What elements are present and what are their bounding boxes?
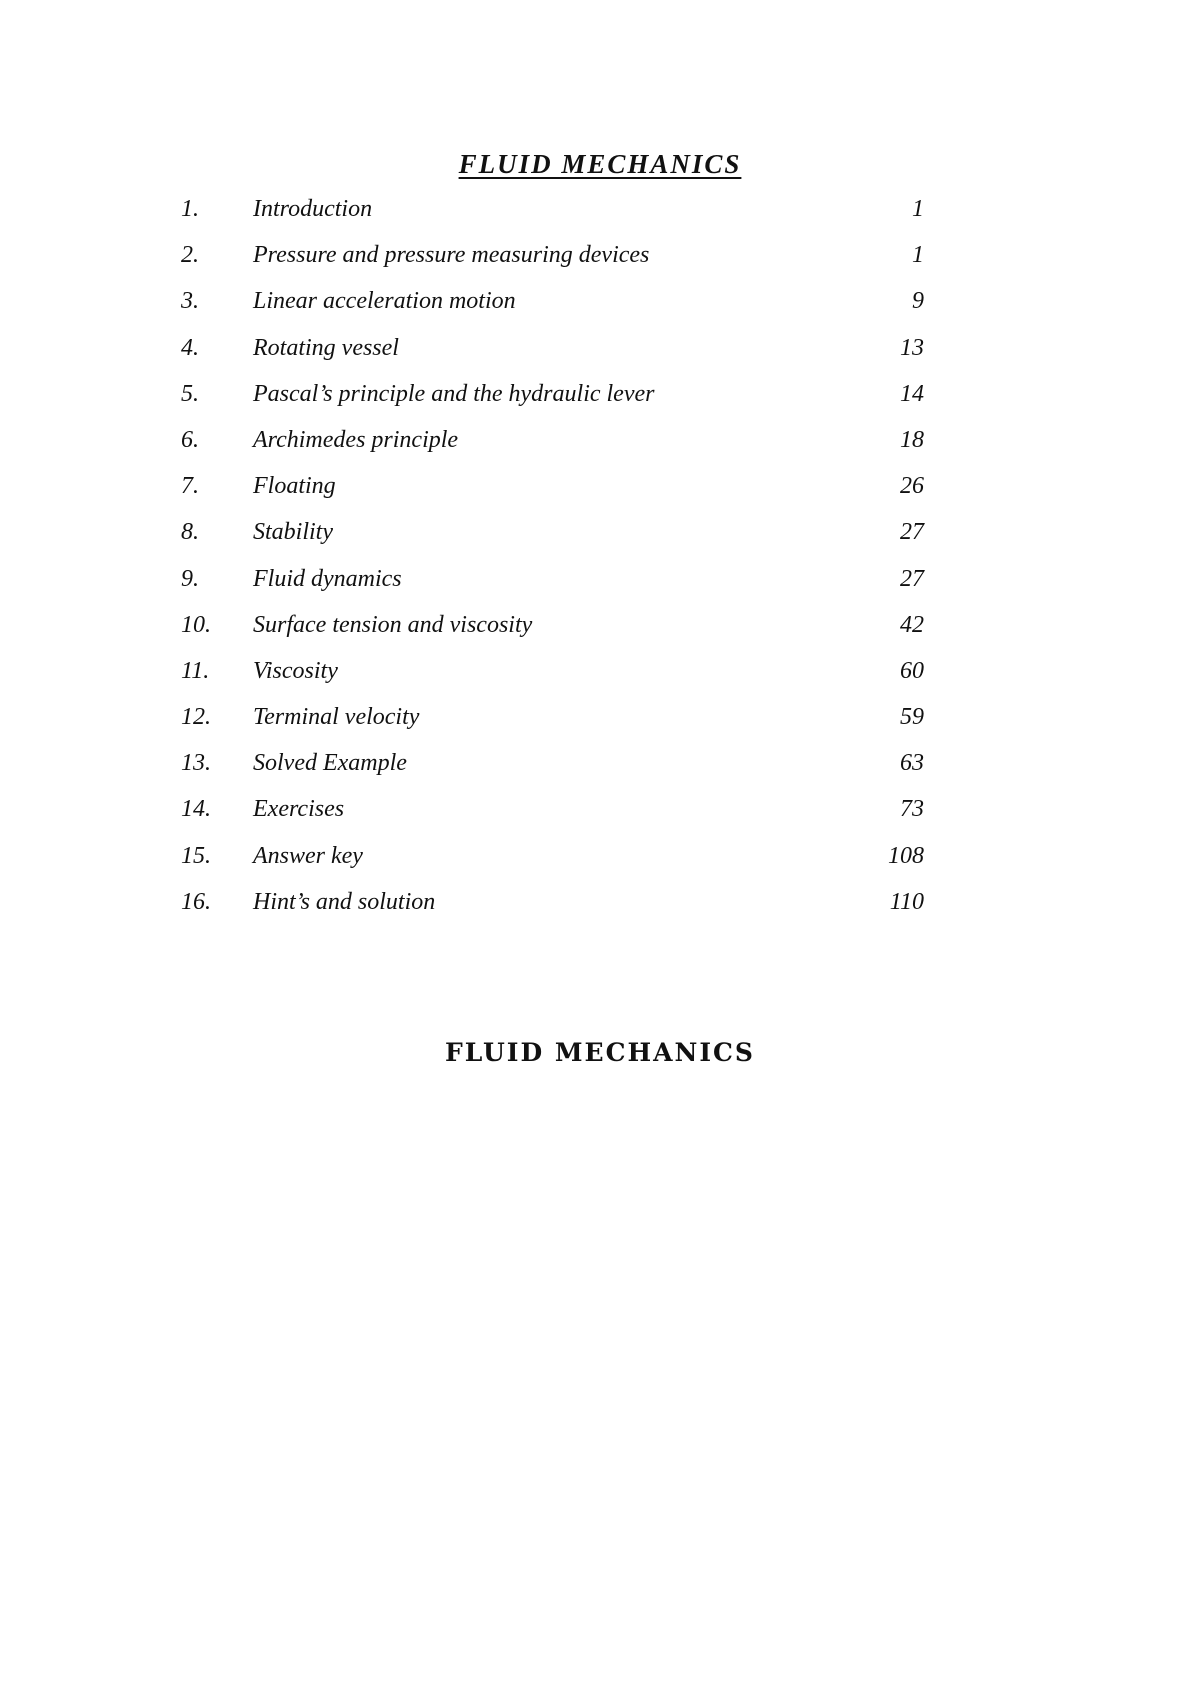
toc-entry — [0, 240, 1200, 286]
toc-entry-number: 11. — [181, 657, 210, 684]
toc-entry-number: 14. — [181, 796, 211, 823]
toc-entry-page: 27 — [900, 519, 924, 546]
toc-entry-page: 1 — [912, 242, 924, 269]
toc-entry-page: 18 — [900, 426, 924, 453]
toc-entry-title: Solved Example — [253, 750, 407, 777]
toc-entry-page: 63 — [900, 750, 924, 777]
toc-entry-page: 26 — [900, 473, 924, 500]
toc-entry-title: Introduction — [253, 196, 373, 222]
toc-entry-number: 5. — [181, 380, 199, 407]
toc-entry-number: 3. — [181, 288, 199, 315]
toc-entry — [0, 286, 1200, 332]
toc-entry-number: 4. — [181, 334, 199, 361]
toc-entry-title: Rotating vessel — [253, 334, 399, 361]
toc-entry-page: 27 — [900, 565, 924, 592]
toc-entry — [0, 425, 1200, 471]
toc-entry-number: 8. — [181, 519, 199, 546]
toc-entry-number: 13. — [181, 750, 211, 777]
toc-entry-title: Stability — [253, 519, 333, 546]
toc-entry — [0, 471, 1200, 517]
toc-entry-page: 14 — [900, 380, 924, 407]
toc-entry — [0, 656, 1200, 702]
toc-entry-page: 108 — [888, 842, 924, 869]
toc-entry-title: Hint’s and solution — [253, 888, 436, 915]
toc-entry — [0, 702, 1200, 748]
toc-entry — [0, 333, 1200, 379]
toc-entry-page: 59 — [900, 704, 924, 731]
toc-entry-number: 16. — [181, 888, 211, 915]
toc-title: FLUID MECHANICS — [458, 149, 742, 179]
toc-entry-number: 2. — [181, 242, 199, 269]
toc-entry-title: Archimedes principle — [253, 426, 459, 453]
toc-entry — [0, 748, 1200, 794]
toc-entry — [0, 610, 1200, 656]
toc-entry — [0, 517, 1200, 563]
toc-entry-title: Fluid dynamics — [253, 565, 402, 592]
toc-entry-page: 42 — [900, 611, 924, 638]
toc-entry — [0, 379, 1200, 425]
toc-entry-page: 13 — [900, 334, 924, 361]
toc-entry-number: 12. — [181, 704, 211, 731]
toc-entry-number: 1. — [181, 196, 199, 222]
toc-entry-page: 1 — [912, 196, 924, 222]
toc-entry-number: 10. — [181, 611, 211, 638]
toc-entry-title: Terminal velocity — [253, 704, 420, 731]
toc-entry-title: Viscosity — [253, 657, 338, 684]
toc-entry — [0, 841, 1200, 887]
toc-entry-number: 9. — [181, 565, 199, 592]
toc-entry-page: 60 — [900, 657, 924, 684]
toc-entry-page: 110 — [889, 888, 924, 915]
toc-entry-title: Linear acceleration motion — [253, 288, 516, 315]
toc-entry-page: 9 — [912, 288, 924, 315]
toc-entry-title: Floating — [253, 473, 336, 500]
table-of-contents — [0, 194, 1200, 933]
toc-entry — [0, 887, 1200, 933]
toc-entry-number: 15. — [181, 842, 211, 869]
toc-entry — [0, 194, 1200, 240]
toc-entry-title: Pascal’s principle and the hydraulic lever — [253, 380, 655, 407]
toc-entry-title: Exercises — [253, 796, 345, 823]
toc-entry-title: Answer key — [253, 842, 363, 869]
toc-entry — [0, 794, 1200, 840]
toc-entry-number: 7. — [181, 473, 199, 500]
section-heading: FLUID MECHANICS — [445, 1038, 755, 1067]
toc-entry-number: 6. — [181, 426, 199, 453]
toc-entry — [0, 564, 1200, 610]
toc-entry-title: Pressure and pressure measuring devices — [253, 242, 650, 269]
toc-entry-title: Surface tension and viscosity — [253, 611, 533, 638]
toc-entry-page: 73 — [900, 796, 924, 823]
